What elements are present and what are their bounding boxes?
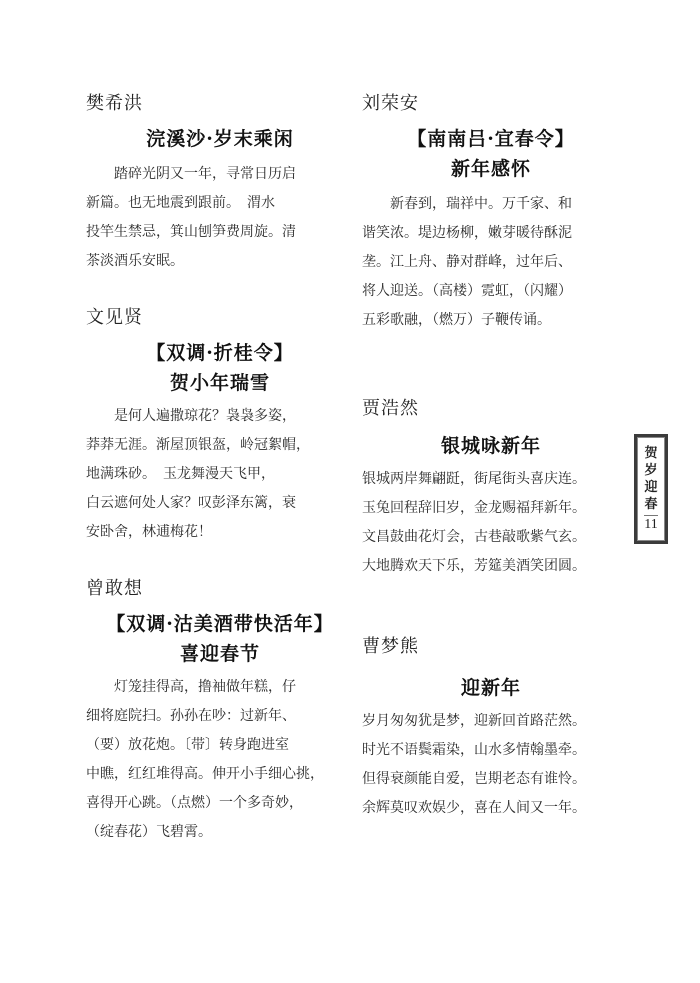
side-tab-inner — [637, 437, 665, 541]
poem-body — [86, 673, 354, 847]
poem-line: 投竿生禁忌，箕山刨笋费周旋。清 — [86, 224, 296, 240]
poem-line: 是何人遍撒琼花？袅袅多姿， — [114, 408, 296, 424]
poem-line: 文昌鼓曲花灯会，古巷敲歌紫气玄。 — [362, 529, 586, 545]
poem-author: 曾敢想 — [86, 578, 143, 599]
poem-body — [362, 465, 620, 581]
poem-fan-xihong — [86, 92, 354, 276]
poem-line: 新春到，瑞祥中。万千家、和 — [390, 196, 572, 212]
poem-subtitle: 新年感怀 — [450, 158, 531, 180]
poem-line: 岁月匆匆犹是梦，迎新回首路茫然。 — [362, 713, 586, 729]
poem-line: （绽春花）飞碧霄。 — [86, 824, 212, 840]
poem-line: 灯笼挂得高，撸袖做年糕，仔 — [114, 679, 296, 695]
poem-line: 余辉莫叹欢娱少，喜在人间又一年。 — [362, 800, 586, 816]
poem-line: （要）放花炮。〔带〕转身跑进室 — [86, 737, 289, 753]
poem-line: 玉兔回程辞旧岁，金龙赐福拜新年。 — [362, 500, 586, 516]
poem-author: 樊希洪 — [86, 93, 143, 114]
poem-body — [86, 160, 354, 276]
poem-line: 地满珠砂。 玉龙舞漫天飞甲， — [86, 466, 275, 482]
poem-jia-haoran — [362, 397, 620, 581]
left-column — [86, 92, 354, 847]
poem-qupai-title: 【南南吕·宜春令】 — [407, 128, 575, 150]
poem-qupai-title: 【双调·折桂令】 — [146, 342, 294, 364]
poem-subtitle: 贺小年瑞雪 — [169, 372, 270, 394]
poem-zeng-ganxiang — [86, 577, 354, 847]
poem-body — [86, 402, 354, 547]
poem-line: 中瞧，红红堆得高。伸开小手细心挑， — [86, 766, 324, 782]
side-tab-char: 岁 — [644, 463, 658, 478]
page-number: 11 — [644, 517, 658, 532]
poem-line: 时光不语鬓霜染，山水多情翰墨牵。 — [362, 742, 586, 758]
poem-line: 但得衰颜能自爱，岂期老态有谁怜。 — [362, 771, 586, 787]
poem-line: 五彩歌融，（燃万）子鞭传诵。 — [362, 312, 551, 328]
poem-body — [362, 707, 620, 823]
poem-title: 迎新年 — [460, 677, 521, 699]
side-tab-char: 贺 — [644, 446, 658, 461]
poem-line: 莽莽无涯。渐屋顶银盔，岭冠絮帽， — [86, 437, 310, 453]
side-tab-char: 春 — [644, 497, 658, 512]
poem-line: 细将庭院扫。孙孙在吵：过新年、 — [86, 708, 296, 724]
poem-line: 谐笑浓。堤边杨柳，嫩芽暖待酥泥 — [362, 225, 572, 241]
poem-line: 踏碎光阴又一年，寻常日历启 — [114, 166, 296, 182]
poem-line: 新篇。也无地震到跟前。 渭水 — [86, 195, 275, 211]
section-side-tab — [634, 434, 668, 544]
poem-line: 白云遮何处人家？叹彭泽东篱，衰 — [86, 495, 296, 511]
poem-liu-rongan — [362, 92, 620, 335]
poem-line: 喜得开心跳。（点燃）一个多奇妙， — [86, 795, 303, 811]
poem-author: 文见贤 — [86, 307, 143, 328]
poem-line: 安卧舍，林逋梅花！ — [86, 524, 212, 540]
poem-cao-mengxiong — [362, 635, 620, 823]
poem-qupai-title: 【双调·沽美酒带快活年】 — [106, 613, 334, 635]
poem-title: 银城咏新年 — [440, 435, 541, 457]
poem-author: 刘荣安 — [362, 93, 419, 114]
poem-wen-jianxian — [86, 306, 354, 547]
poem-title: 浣溪沙·岁末乘闲 — [146, 128, 294, 150]
poem-line: 垄。江上舟、静对群峰，过年后、 — [362, 254, 572, 270]
right-column — [362, 92, 620, 823]
poem-line: 银城两岸舞翩跹，街尾街头喜庆连。 — [362, 471, 586, 487]
poem-line: 大地腾欢天下乐，芳筵美酒笑团圆。 — [362, 558, 586, 574]
poem-line: 茶淡酒乐安眠。 — [86, 253, 184, 269]
poem-author: 贾浩然 — [362, 398, 419, 419]
poem-line: 将人迎送。（高楼）霓虹，（闪耀） — [362, 283, 572, 299]
side-tab-char: 迎 — [644, 480, 658, 495]
poem-body — [362, 190, 620, 335]
poem-author: 曹梦熊 — [362, 636, 419, 657]
poem-subtitle: 喜迎春节 — [179, 643, 260, 665]
